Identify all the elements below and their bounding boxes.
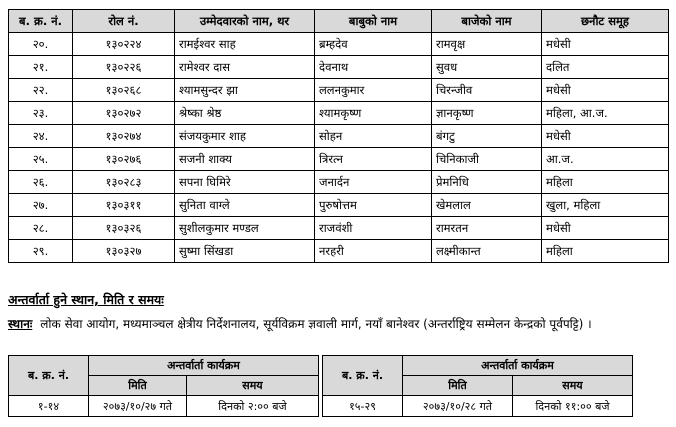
name-cell: सुनिता वाग्ले (175, 194, 315, 217)
schedule-header-row (9, 356, 319, 376)
header-candidate-name: उम्मेदवारको नाम, थर (175, 10, 315, 33)
table-row (9, 171, 669, 194)
group-cell: महिला (542, 240, 669, 263)
serial-cell: २०. (9, 33, 73, 56)
serial-cell: २१. (9, 56, 73, 79)
candidate-table-header (9, 10, 669, 33)
roll-cell: १३०२६८ (73, 79, 175, 102)
name-cell: रामेश्वर दास (175, 56, 315, 79)
serial-cell: २४. (9, 125, 73, 148)
roll-cell: १३०३११ (73, 194, 175, 217)
father-cell: त्रिरत्न (315, 148, 432, 171)
schedule-header-row (323, 356, 633, 376)
group-cell: महिला, आ.ज. (542, 102, 669, 125)
grandfather-cell: खेमलाल (432, 194, 542, 217)
grandfather-cell: बंगटु (432, 125, 542, 148)
serial-cell: २७. (9, 194, 73, 217)
header-roll: रोल नं. (73, 10, 175, 33)
candidate-table (8, 9, 669, 263)
schedule-time: दिनको २:०० बजे (187, 396, 319, 417)
schedule-time: दिनको ११:०० बजे (513, 396, 633, 417)
table-row (9, 194, 669, 217)
roll-cell: १३०२७४ (73, 125, 175, 148)
name-cell: संजयकुमार शाह (175, 125, 315, 148)
serial-cell: २२. (9, 79, 73, 102)
father-cell: पुरुषोत्तम (315, 194, 432, 217)
name-cell: सपना घिमिरे (175, 171, 315, 194)
name-cell: श्यामसुन्दर झा (175, 79, 315, 102)
venue-text: लोक सेवा आयोग, मध्यमाञ्चल क्षेत्रीय निर्देशनालय, सूर्यविक्रम ज्ञवाली मार्ग, नयाँ बानेश्वर (अन्तर्राष्ट्रिय सम्मेलन केन्द्रको पूर्वपट्टि) । (40, 317, 592, 331)
father-cell: जनार्दन (315, 171, 432, 194)
table-row (9, 148, 669, 171)
table-row (9, 217, 669, 240)
serial-cell: २३. (9, 102, 73, 125)
group-cell: मधेसी (542, 33, 669, 56)
group-cell: मधेसी (542, 125, 669, 148)
father-cell: सोहन (315, 125, 432, 148)
roll-cell: १३०२८३ (73, 171, 175, 194)
name-cell: रामईश्वर साह (175, 33, 315, 56)
schedule-date-header: मिति (89, 376, 187, 396)
schedule-serial: १-१४ (9, 396, 89, 417)
grandfather-cell: लक्ष्मीकान्त (432, 240, 542, 263)
grandfather-cell: रामरतन (432, 217, 542, 240)
group-cell: मधेसी (542, 217, 669, 240)
header-group: छनौट समूह (542, 10, 669, 33)
serial-cell: २६. (9, 171, 73, 194)
group-cell: मधेसी (542, 79, 669, 102)
header-grandfather-name: बाजेको नाम (432, 10, 542, 33)
schedule-row (9, 396, 319, 417)
grandfather-cell: प्रेमनिधि (432, 171, 542, 194)
interview-heading: अन्तर्वार्ता हुने स्थान, मिति र समयः (8, 292, 164, 307)
schedule-program-header: अन्तर्वार्ता कार्यक्रम (403, 356, 633, 376)
father-cell: श्यामकृष्ण (315, 102, 432, 125)
grandfather-cell: चिरन्जीव (432, 79, 542, 102)
roll-cell: १३०२२४ (73, 33, 175, 56)
name-cell: सजनी शाक्य (175, 148, 315, 171)
father-cell: ब्रम्हदेव (315, 33, 432, 56)
group-cell: दलित (542, 56, 669, 79)
schedule-date: २०७३/१०/२७ गते (89, 396, 187, 417)
roll-cell: १३०२२६ (73, 56, 175, 79)
schedule-row (323, 396, 633, 417)
schedule-program-header: अन्तर्वार्ता कार्यक्रम (89, 356, 319, 376)
schedule-serial-header: ब. क्र. नं. (323, 356, 403, 396)
table-row (9, 102, 669, 125)
table-row (9, 79, 669, 102)
group-cell: महिला (542, 171, 669, 194)
header-serial: ब. क्र. नं. (9, 10, 73, 33)
table-row (9, 125, 669, 148)
father-cell: नरहरी (315, 240, 432, 263)
venue-paragraph (8, 313, 668, 335)
schedule-serial: १५-२९ (323, 396, 403, 417)
table-row (9, 240, 669, 263)
group-cell: आ.ज. (542, 148, 669, 171)
serial-cell: २५. (9, 148, 73, 171)
venue-label: स्थानः (8, 317, 33, 331)
grandfather-cell: ज्ञानकृष्ण (432, 102, 542, 125)
name-cell: श्रेष्का श्रेष्ठ (175, 102, 315, 125)
schedule-date-header: मिति (403, 376, 513, 396)
father-cell: ललनकुमार (315, 79, 432, 102)
schedule-serial-header: ब. क्र. नं. (9, 356, 89, 396)
roll-cell: १३०२७६ (73, 148, 175, 171)
name-cell: सुशीलकुमार मण्डल (175, 217, 315, 240)
schedule-date: २०७३/१०/२८ गते (403, 396, 513, 417)
table-row (9, 33, 669, 56)
name-cell: सुष्मा सिंखडा (175, 240, 315, 263)
grandfather-cell: रामवृक्ष (432, 33, 542, 56)
schedule-table-right (322, 355, 633, 417)
grandfather-cell: सुवध (432, 56, 542, 79)
schedule-table-left (8, 355, 319, 417)
father-cell: राजवंशी (315, 217, 432, 240)
serial-cell: २८. (9, 217, 73, 240)
roll-cell: १३०२७२ (73, 102, 175, 125)
schedule-time-header: समय (513, 376, 633, 396)
header-father-name: बाबुको नाम (315, 10, 432, 33)
roll-cell: १३०३२६ (73, 217, 175, 240)
group-cell: खुला, महिला (542, 194, 669, 217)
grandfather-cell: चिनिकाजी (432, 148, 542, 171)
serial-cell: २९. (9, 240, 73, 263)
table-row (9, 56, 669, 79)
father-cell: देवनाथ (315, 56, 432, 79)
schedule-time-header: समय (187, 376, 319, 396)
roll-cell: १३०३२७ (73, 240, 175, 263)
